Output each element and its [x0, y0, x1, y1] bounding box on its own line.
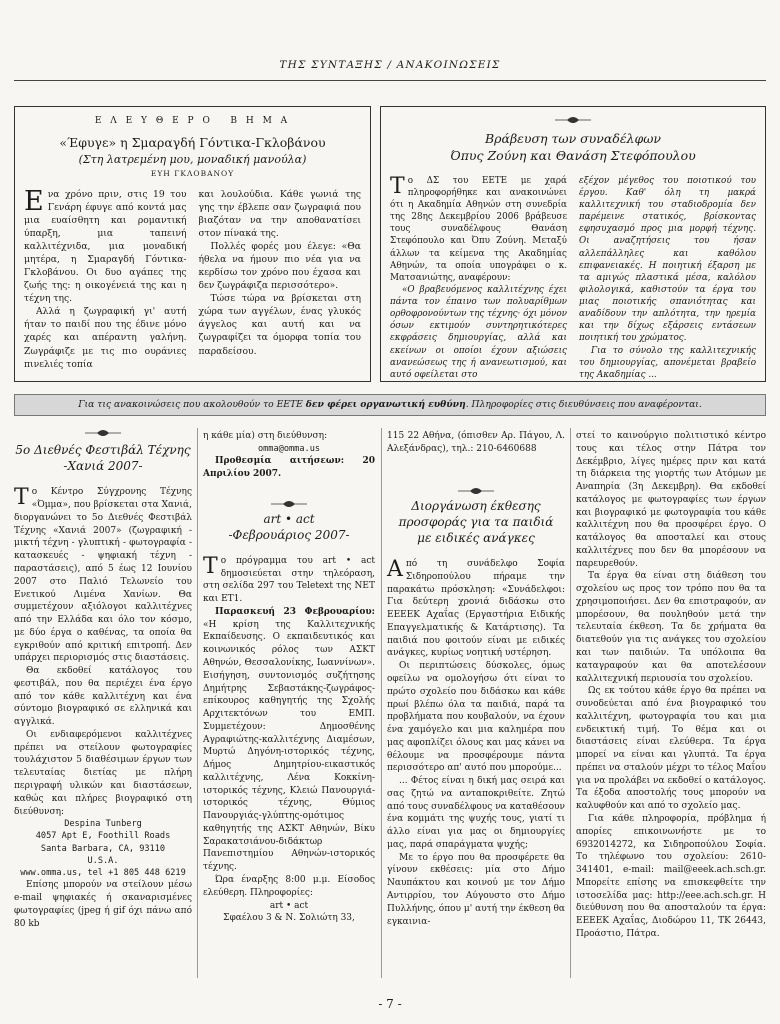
eleftheros-vima-box — [14, 106, 371, 382]
drop-cap: Τ — [14, 485, 29, 511]
page-header: ΤΗΣ ΣΥΝΤΑΞΗΣ / ΑΝΑΚΟΙΝΩΣΕΙΣ — [279, 59, 501, 71]
paragraph: Με το έργο που θα προσφέρετε θα γίνουν εκθέσεις: μία στο Δήμο Ναυπάκτου και κοινού με τον Δήμο Αντιρρίου, τον Αύγουστο στο Δήμο Πυλλήνης, όπου μ' αυτή την έκθεση θα εγκαινια- — [387, 852, 565, 927]
exhibit-title-3: με ειδικές ανάγκες — [417, 530, 535, 545]
festival-title-1: 5ο Διεθνές Φεστιβάλ Τέχνης — [15, 443, 191, 457]
column-divider — [381, 428, 382, 978]
deadline: Προθεσμία αιτήσεων: 20 Απριλίου 2007. — [203, 455, 375, 479]
paragraph: η κάθε μία) στη διεύθυνση: — [203, 431, 328, 441]
award-title-1: Βράβευση των συναδέλφων — [484, 131, 662, 146]
drop-cap: Α — [387, 557, 403, 583]
festival-title-2: -Χανιά 2007- — [63, 459, 143, 474]
paragraph: Ως εκ τούτου κάθε έργο θα πρέπει να συνοδεύεται από ένα βιογραφικό του καλλιτέχνη, φωτογραφία του και μια ενδεικτική τιμή. Το θέμα και οι διαστάσεις είναι ελεύθερα. Τα έργα μπορεί να είναι και γλυπτά. Τα έργα πρέπει να σταλούν μέχρι το τέλος Μαΐου για να προλάβει να εκδοθεί ο κατάλογος. Τα έξοδα αποστολής τους μπορούν να καλυφθούν και από το σχολείο μας. — [576, 686, 766, 812]
article-columns — [24, 185, 361, 371]
address-line: U.S.A. — [87, 855, 119, 866]
exhibit-title-1: Διοργάνωση έκθεσης — [411, 498, 541, 513]
column-divider — [570, 428, 571, 978]
date-label: Παρασκευή 23 Φεβρουαρίου: — [215, 606, 375, 617]
column-divider — [197, 428, 198, 978]
paragraph: ο πρόγραμμα του art • act δημοσιεύεται στην τηλεόραση, στη σελίδα 297 του Teletext της ΝΕΤ και ΕΤ1. — [203, 555, 375, 605]
contact-line: art • act — [269, 900, 309, 911]
banner-text: . Πληροφορίες στις διευθύνσεις που αναφέρονται. — [465, 399, 702, 410]
disclaimer-banner — [14, 394, 766, 416]
address-line: www.omma.us, tel +1 805 448 6219 — [20, 868, 186, 879]
drop-cap: Τ — [203, 553, 218, 579]
address-line: 4057 Apt E, Foothill Roads — [35, 831, 171, 842]
paragraph: στεί το καινούργιο πολιτιστικό κέντρο τους και τέλος στην Πάτρα τον Δεκέμβριο, λίγες ημέρες πριν και κατά τη διάρκεια της γιορτής των Ατόμων με Αναπηρία (3η Δεκεμβρη). Θα εκδοθεί κατάλογος με φωτογραφίες των έργων και βιογραφικό με φωτογραφία του κάθε καλλιτέχνη που θα προσφέρει έργο. Ο κατάλογος θα αποσταλεί και στους καλλιτέχνες που δεν θα μπορέσουν να παρευρεθούν. — [576, 431, 766, 569]
page-number: - 7 - — [378, 997, 402, 1011]
paragraph: να χρόνο πριν, στις 19 του Γενάρη έφυγε από κοντά μας μια ευαίσθητη και ρομαντική ύπαρξη, μια ταπεινή καλλιτέχνιδα, μια μοναδική μητέρα, η Σμαραγδή Γόντικα-Γκλοβάνου. Οι δυο αγάπες της ζωής της: η οικογένειά της και η τέχνη της. — [24, 188, 187, 305]
paragraph: πό τη συνάδελφο Σοφία Σιδηροπούλου πήραμε την παρακάτω πρόσκληση: «Συνάδελφοι: Για δεύτερη χρονιά διδάσκω στο ΕΕΕΕΚ Αχαΐας (Εργαστήρια Ειδικής Επαγγελματικής & Κατάρτισης). Τα παιδιά που φοιτούν είναι με ειδικές ανάγκες, κυρίως νοητική υστέρηση. — [387, 559, 565, 659]
paragraph: Ώρα έναρξης 8:00 μ.μ. Είσοδος ελεύθερη. Πληροφορίες: — [203, 875, 375, 898]
article-column-2 — [199, 188, 362, 371]
banner-bold-text: δεν φέρει οργανωτική ευθύνη — [305, 399, 466, 410]
ornament-icon — [85, 428, 121, 438]
paragraph: Αλλά η ζωγραφική γι' αυτή ήταν το παιδί που της έδινε μόνο χαρές και απέραντη γαλήνη. Ζωγράφιζε με τις πιο ουράνιες πινελιές τοπία — [24, 306, 187, 370]
quote: εξέχον μέγεθος του ποιοτικού του έργου. Καθ' όλη τη μακρά καλλιτεχνική του σταδιοδρομία δεν παρέμεινε στατικός, βρίσκοντας εφησυχασμό προς μια μορφή τέχνης. Οι αναζητήσεις του ήσαν αλλεπάλληλες και καθόλου επιφανειακές. Η ποιητική έξαρση με τα αμιγώς πλαστικά μέσα, καλόλου φιλολογικά, καθιστούν τα έργα του μιας ποιοτικής σπανιότητας και αναδίδουν την απλότητα, την ηρεμία και την δίχως εξάρσεις εντάσεων ποιητική του χρώματος. — [579, 175, 756, 344]
paragraph: ο ΔΣ του ΕΕΤΕ με χαρά πληροφορήθηκε και ανακοινώνει ότι η Ακαδημία Αθηνών στη συνεδρία της 28ης Δεκεμβρίου 2006 βράβευσε τους συναδέλφους Θανάση Στεφόπουλο και Όπυ Ζούνη. Μεταξύ άλλων τα κείμενα της Ακαδημίας Αθηνών, τα οποία υπογράφει ο κ. Ματσανιώτης, αναφέρουν: — [390, 175, 567, 283]
art-act-title-2: -Φεβρουάριος 2007- — [228, 527, 350, 542]
article-subtitle: (Στη λατρεμένη μου, μοναδική μανούλα) — [78, 152, 307, 166]
header-rule — [14, 80, 766, 81]
art-act-title-1: art • act — [263, 511, 315, 526]
address-line: Santa Barbara, CA, 93110 — [40, 843, 166, 854]
award-column-1 — [390, 175, 567, 381]
paragraph: Τώσε τώρα να βρίσκεται στη χώρα των αγγέλων, ένας γλυκός άγγελος και αυτή και να ζωγραφίζει τα όμορφα τοπία του παραδείσου. — [198, 293, 361, 357]
drop-cap: Ε — [24, 185, 44, 217]
article-title: «Έφυγε» η Σμαραγδή Γόντικα-Γκλοβάνου — [59, 134, 326, 150]
art-act-column — [203, 430, 375, 925]
paragraph: Τα έργα θα είναι στη διάθεση του σχολείου ως προς τον τρόπο που θα τα χρησιμοποιήσει. Δεν θα επιστραφούν, αν μπορέσουν, θα πουληθούν μετά την τελευταία έκθεση. Τα δε χρήματα θα διατεθούν για τις ανάγκες του σχολείου και των παιδιών. Τα υπόλοιπα θα καταγραφούν και θα αποτελέσουν καλλιτεχνική περιουσία του σχολείου. — [576, 571, 766, 684]
article-column-1 — [24, 185, 187, 371]
exhibit-column — [387, 430, 565, 928]
festival-column — [14, 428, 192, 930]
paragraph: Οι ενδιαφερόμενοι καλλιτέχνες πρέπει να στείλουν φωτογραφίες τουλάχιστον 5 διαθέσιμων έργων των τελευταίας διετίας με πλήρη περιγραφή υλικών και διαστάσεων, καθώς και πλήρες βιογραφικό στη διεύθυνση: — [14, 729, 192, 817]
banner-text: Για τις ανακοινώσεις που ακολουθούν το ΕΕΤΕ — [78, 399, 306, 410]
award-title-2: Όπυς Ζούνη και Θανάση Στεφόπουλου — [450, 147, 696, 163]
award-column-2 — [579, 175, 756, 381]
ornament-icon — [555, 115, 591, 125]
paragraph: ... Φέτος είναι η δική μας σειρά και σας ζητώ να ανταποκριθείτε. Ζητώ από τους συναδέλφους να καταθέσουν ένα κομμάτι της ψυχής τους, γιατί τι άλλο είναι για μας οι δημιουργίες μας, παρά σπαράγματα ψυχής; — [387, 776, 565, 850]
source-label: Ε Λ Ε Υ Θ Ε Ρ Ο Β Η Μ Α — [94, 116, 291, 126]
email-address: omma@omma.us — [257, 443, 321, 454]
ornament-icon — [458, 486, 494, 496]
ornament-icon — [271, 499, 307, 509]
paragraph: 115 22 Αθήνα, (όπισθεν Αρ. Πάγου, Λ. Αλεξάνδρας), τηλ.: 210-6460688 — [387, 431, 565, 454]
contact-line: Σφαέλου 3 & Ν. Σολιώτη 33, — [223, 913, 355, 924]
paragraph: και λουλούδια. Κάθε γωνιά της γης την έβλεπε σαν ζωγραφιά που βιαζόταν να την αποθανατίσει στον πίνακά της. — [198, 188, 361, 239]
drop-cap: Τ — [390, 173, 405, 199]
quote: «Ο βραβευόμενος καλλιτέχνης έχει πάντα τον έπαινο των πολυαρίθμων ορθοφρονούντων της τέχνης· όχι μόνον όσων εκτιμούν συντηρητικότερες εκφράσεις δημιουργίας, αλλά και εκείνων οι οποίοι έχουν αξιώσεις ανανεώσεως της ή ανανεωτισμού, και αυτό οφείλεται στο — [390, 284, 568, 380]
paragraph: Θα εκδοθεί κατάλογος του φεστιβάλ, που θα περιέχει ένα έργο από τον κάθε καλλιτέχνη και ένα σύντομο βιογραφικό σε ελληνικά και αγγλικά. — [14, 666, 192, 728]
paragraph: ο Κέντρο Σύγχρονης Τέχνης «Όμμα», που βρίσκεται στα Χανιά, διοργανώνει το 5ο Διεθνές Φεστιβάλ Τέχνης «Χανιά 2007» (ζωγραφική - μικτή τέχνη - γλυπτική - φωτογραφία - κατασκευές - ψηφιακή τέχνη - παραστάσεις), από 5 έως 12 Ιουνίου 2007 στο Παλιό Τελωνείο του Ενετικού Λιμένα Χανίων. Θα συμμετέχουν αξιόλογοι καλλιτέχνες από την Ελλάδα και όλο τον κόσμο, με δύο έργα ο καθένας, τα οποία θα εγκριθούν από κριτική επιτροπή. Δεν υπάρχει περιορισμός στις διαστάσεις. — [14, 487, 192, 664]
paragraph: Πολλές φορές μου έλεγε: «Θα ήθελα να ήμουν πιο νέα για να κερδίσω τον χρόνο που έχασα και δεν ζωγράφιζα περισσότερο». — [198, 241, 361, 292]
paragraph: Για κάθε πληροφορία, πρόβλημα ή απορίες επικοινωνήστε με το 6932014272, κα Σιδηροπούλου Σοφία. Το τηλέφωνο του σχολείου: 2610-341401, e-mail: mail@eeek.ach.sch.gr. Μπορείτε επίσης να επισκεφθείτε την ιστοσελίδα μας: http://eee.ach.sch.gr. Η διεύθυνση που θα αποσταλούν τα έργα: ΕΕΕΕΚ Αχαΐας, Διοδώρου 11, ΤΚ 26443, Προάστιο, Πάτρα. — [576, 813, 766, 939]
quote: Για το σύνολο της καλλιτεχνικής του δημιουργίας, απονέμεται βραβείο της Ακαδημίας ... — [579, 345, 756, 380]
award-box — [380, 106, 766, 382]
address-line: Despina Tunberg — [64, 819, 142, 830]
paragraph: Οι περιπτώσεις δύσκολες, όμως οφείλω να ομολογήσω ότι είναι το πρώτο σχολείο που διδάσκω και κάθε πρωί βλέπω όλα τα παιδιά, παρά τα προβλήματα που κουβαλούν, να έχουν ένα χαμόγελο και μια καλημέρα που μας αφοπλίζει όλους και μας κάνει να θέλουμε να προσφέρουμε πάντα περισσότερο απ' αυτό που μπορούμε... — [387, 661, 565, 774]
award-columns — [390, 175, 756, 381]
paragraph: «Η κρίση της Καλλιτεχνικής Εκπαίδευσης. Ο εκπαιδευτικός και κοινωνικός ρόλος των ΑΣΚΤ Αθηνών, Θεσσαλονίκης, Ιωαννίνων». Εισήγηση, συντονισμός συζήτησης Δημήτρης Σεβαστάκης-ζωγράφος-επίκουρος καθηγητής της Σχολής Αρχιτεκτόνων του ΕΜΠ. Συμμετέχουν: Δημοσθένης Αγραφιώτης-καλλιτέχνης Διαμέσων, Μυρτώ Δηγόνη-ιστορικός τέχνης, Δήμος Δημητρίου-εικαστικός καλλιτέχνης, Λένα Κοκκίνη-ιστορικός τέχνης, Κλειώ Πανουργιά-ιστορικός τέχνης, Θύμιος Πανουργιάς-γλύπτης-ομότιμος καθηγητής της ΑΣΚΤ Αθηνών, Βίκυ Σαρακατσιάνου-διδάκτωρ Πανεπιστημίου Αθηνών-ιστορικός τέχνης. — [203, 619, 375, 873]
exhibit-title-2: προσφοράς για τα παιδιά — [398, 514, 554, 529]
article-author: ΕΥΗ ΓΚΛΟΒΑΝΟΥ — [150, 169, 235, 179]
school-column — [576, 430, 766, 941]
paragraph: Επίσης μπορούν να στείλουν μέσω e-mail ψηφιακές ή σκαναρισμένες φωτογραφίες (jpeg ή gif όχι πάνω από 80 kb — [14, 880, 192, 929]
